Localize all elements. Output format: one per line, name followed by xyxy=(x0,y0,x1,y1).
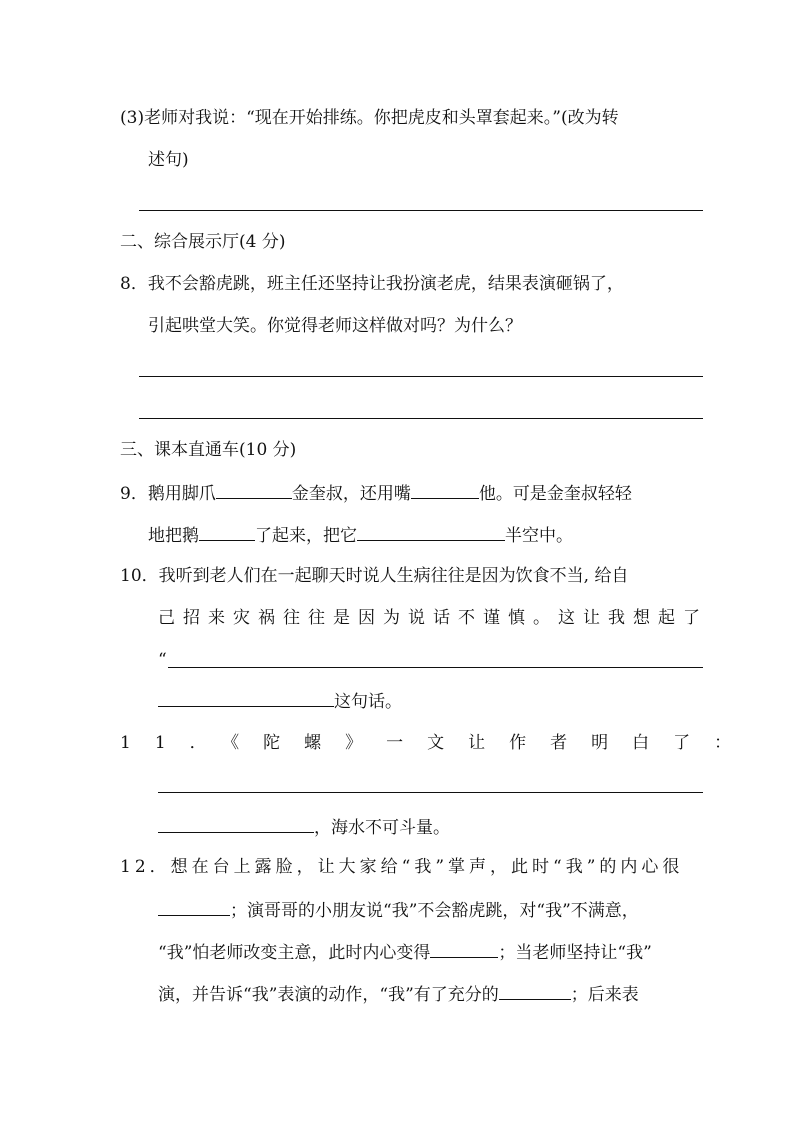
q9-blank-4[interactable] xyxy=(357,522,505,541)
q12-text-3a: “我”怕老师改变主意，此时内心变得 xyxy=(158,943,431,963)
q9-text-6: 半空中。 xyxy=(505,526,573,546)
section-2-title: 二、综合展示厅(4 分) xyxy=(120,232,286,252)
q10-answer-line-1[interactable] xyxy=(168,667,703,668)
q12-line1: 12．想在台上露脸，让大家给“我”掌声，此时“我”的内心很 xyxy=(120,857,684,877)
q12-blank-3[interactable] xyxy=(499,981,571,1000)
section-3-title: 三、课本直通车(10 分) xyxy=(120,440,297,460)
q9-text-4: 地把鹅 xyxy=(148,526,199,546)
q12-text-3b: ；当老师坚持让“我” xyxy=(498,943,652,963)
q9-line2 xyxy=(148,522,573,548)
q12-line3 xyxy=(158,939,652,965)
q11-answer-line-1[interactable] xyxy=(158,792,703,793)
q9-blank-2[interactable] xyxy=(411,480,479,499)
q9-text-2: 金奎叔，还用嘴 xyxy=(291,484,411,504)
q7-3-answer-line[interactable] xyxy=(139,210,703,211)
q11-tail: ，海水不可斗量。 xyxy=(314,818,450,838)
q11-line1: 11．《陀螺》一文让作者明白了： xyxy=(120,733,756,753)
q10-tail: 这句话。 xyxy=(334,692,402,712)
q11-answer-line-2[interactable] xyxy=(158,814,314,833)
q10-line4 xyxy=(158,688,402,714)
q12-line4 xyxy=(158,981,639,1007)
q9-line1 xyxy=(120,480,632,506)
q8-answer-line-1[interactable] xyxy=(139,376,703,377)
q9-blank-3[interactable] xyxy=(199,522,255,541)
q9-text-5: 了起来，把它 xyxy=(255,526,357,546)
q10-line2: 己招来灾祸往往是因为说话不谨慎。这让我想起了 xyxy=(158,608,708,628)
q12-blank-1[interactable] xyxy=(158,897,230,916)
q11-line3 xyxy=(158,814,450,840)
q12-text-4a: 演，并告诉“我”表演的动作，“我”有了充分的 xyxy=(158,985,499,1005)
q12-line2 xyxy=(158,897,639,923)
q10-answer-line-2[interactable] xyxy=(158,688,334,707)
q9-text-3: 他。可是金奎叔轻轻 xyxy=(478,484,632,504)
q10-line1: 10．我听到老人们在一起聊天时说人生病往往是因为饮食不当, 给自 xyxy=(120,566,629,586)
q7-3-line1: (3)老师对我说：“现在开始排练。你把虎皮和头罩套起来。”(改为转 xyxy=(120,108,619,128)
q8-line2: 引起哄堂大笑。你觉得老师这样做对吗？为什么？ xyxy=(148,316,522,336)
q12-text-2: ；演哥哥的小朋友说“我”不会豁虎跳，对“我”不满意， xyxy=(230,901,639,921)
q9-number: 9． xyxy=(120,484,148,504)
q12-text-4b: ；后来表 xyxy=(570,985,639,1005)
q7-3-line2: 述句) xyxy=(148,150,189,170)
q8-answer-line-2[interactable] xyxy=(139,418,703,419)
q8-line1: 8．我不会豁虎跳，班主任还坚持让我扮演老虎，结果表演砸锅了， xyxy=(120,274,624,294)
q9-blank-1[interactable] xyxy=(216,480,292,499)
q10-open-quote: “ xyxy=(158,650,167,670)
q12-blank-2[interactable] xyxy=(430,939,498,958)
q9-text-1: 鹅用脚爪 xyxy=(147,484,216,504)
